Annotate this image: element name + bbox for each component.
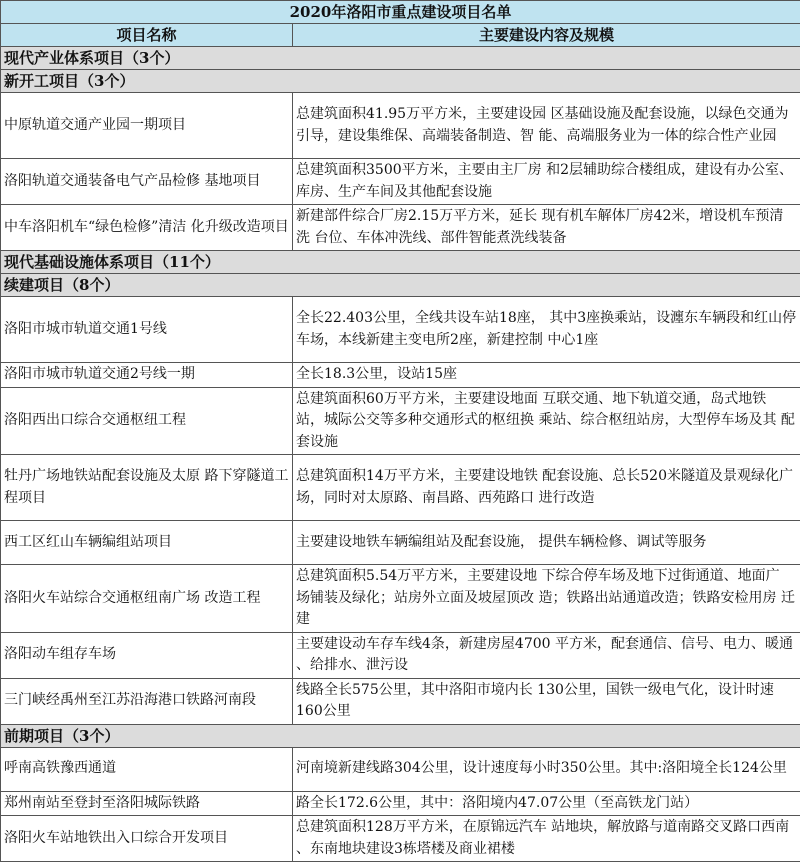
table-row bbox=[1, 297, 800, 363]
table-row bbox=[1, 363, 800, 388]
project-content: 线路全长575公里，其中洛阳市境内长 130公里，国铁一级电气化，设计时速 160公里 bbox=[293, 678, 800, 724]
project-name: 洛阳市城市轨道交通1号线 bbox=[1, 297, 293, 363]
project-content: 主要建设地铁车辆编组站及配套设施， 提供车辆检修、调试等服务 bbox=[293, 521, 800, 565]
table-row bbox=[1, 565, 800, 633]
section-header-row bbox=[1, 724, 800, 747]
project-content: 全长22.403公里，全线共设车站18座， 其中3座换乘站，设瀍东车辆段和红山停 车场，本线新建主变电所2座，新建控制 中心1座 bbox=[293, 297, 800, 363]
column-header-name: 项目名称 bbox=[1, 24, 293, 47]
table-row bbox=[1, 791, 800, 816]
table-row bbox=[1, 93, 800, 159]
header-row bbox=[1, 24, 800, 47]
project-name: 洛阳动车组存车场 bbox=[1, 632, 293, 678]
table-row bbox=[1, 455, 800, 521]
table-row bbox=[1, 747, 800, 791]
title-row bbox=[1, 1, 800, 24]
table-row bbox=[1, 521, 800, 565]
project-name: 洛阳火车站地铁出入口综合开发项目 bbox=[1, 816, 293, 862]
project-content: 总建筑面积5.54万平方米，主要建设地 下综合停车场及地下过街通道、地面广 场铺装及绿化；站房外立面及坡屋顶改 造；铁路出站通道改造；铁路安检用房 迁建 bbox=[293, 565, 800, 633]
table-row bbox=[1, 678, 800, 724]
table-row bbox=[1, 205, 800, 251]
project-name: 三门峡经禹州至江苏沿海港口铁路河南段 bbox=[1, 678, 293, 724]
table-row bbox=[1, 632, 800, 678]
section-header-row bbox=[1, 251, 800, 274]
project-name: 洛阳市城市轨道交通2号线一期 bbox=[1, 363, 293, 388]
project-name: 中车洛阳机车“绿色检修”清洁 化升级改造项目 bbox=[1, 205, 293, 251]
project-content: 河南境新建线路304公里，设计速度每小时350公里。其中:洛阳境全长124公里 bbox=[293, 747, 800, 791]
project-name: 郑州南站至登封至洛阳城际铁路 bbox=[1, 791, 293, 816]
section-header-row bbox=[1, 47, 800, 70]
section-title: 现代基础设施体系项目（11个） bbox=[1, 251, 800, 274]
project-name: 洛阳西出口综合交通枢纽工程 bbox=[1, 387, 293, 455]
project-name: 呼南高铁豫西通道 bbox=[1, 747, 293, 791]
table-row bbox=[1, 159, 800, 205]
project-content: 主要建设动车存车线4条，新建房屋4700 平方米，配套通信、信号、电力、暖通 、给排水、泄污设 bbox=[293, 632, 800, 678]
project-content: 全长18.3公里，设站15座 bbox=[293, 363, 800, 388]
project-name: 洛阳轨道交通装备电气产品检修 基地项目 bbox=[1, 159, 293, 205]
section-title: 续建项目（8个） bbox=[1, 274, 800, 297]
project-content: 总建筑面积14万平方米，主要建设地铁 配套设施、总长520米隧道及景观绿化广 场，同时对太原路、南昌路、西苑路口 进行改造 bbox=[293, 455, 800, 521]
section-title: 前期项目（3个） bbox=[1, 724, 800, 747]
project-name: 洛阳火车站综合交通枢纽南广场 改造工程 bbox=[1, 565, 293, 633]
project-content: 总建筑面积128万平方米，在原锦远汽车 站地块，解放路与道南路交叉路口西南 、东南地块建设3栋塔楼及商业裙楼 bbox=[293, 816, 800, 862]
project-content: 路全长172.6公里，其中：洛阳境内47.07公里（至高铁龙门站） bbox=[293, 791, 800, 816]
project-name: 西工区红山车辆编组站项目 bbox=[1, 521, 293, 565]
section-header-row bbox=[1, 70, 800, 93]
project-content: 总建筑面积60万平方米，主要建设地面 互联交通、地下轨道交通，岛式地铁 站，城际公交等多种交通形式的枢纽换 乘站、综合枢纽站房，大型停车场及其 配套设施 bbox=[293, 387, 800, 455]
section-header-row bbox=[1, 274, 800, 297]
table-row bbox=[1, 816, 800, 862]
column-header-content: 主要建设内容及规模 bbox=[293, 24, 800, 47]
table-row bbox=[1, 387, 800, 455]
project-content: 总建筑面积41.95万平方米，主要建设园 区基础设施及配套设施，以绿色交通为 引导，建设集维保、高端装备制造、智 能、高端服务业为一体的综合性产业园 bbox=[293, 93, 800, 159]
project-name: 牡丹广场地铁站配套设施及太原 路下穿隧道工程项目 bbox=[1, 455, 293, 521]
table-title: 2020年洛阳市重点建设项目名单 bbox=[1, 1, 800, 24]
project-content: 新建部件综合厂房2.15万平方米，延长 现有机车解体厂房42米，增设机车预清洗 台位、车体冲洗线、部件智能煮洗线装备 bbox=[293, 205, 800, 251]
section-title: 现代产业体系项目（3个） bbox=[1, 47, 800, 70]
project-content: 总建筑面积3500平方米，主要由主厂房 和2层辅助综合楼组成，建设有办公室、 库房、生产车间及其他配套设施 bbox=[293, 159, 800, 205]
section-title: 新开工项目（3个） bbox=[1, 70, 800, 93]
project-name: 中原轨道交通产业园一期项目 bbox=[1, 93, 293, 159]
